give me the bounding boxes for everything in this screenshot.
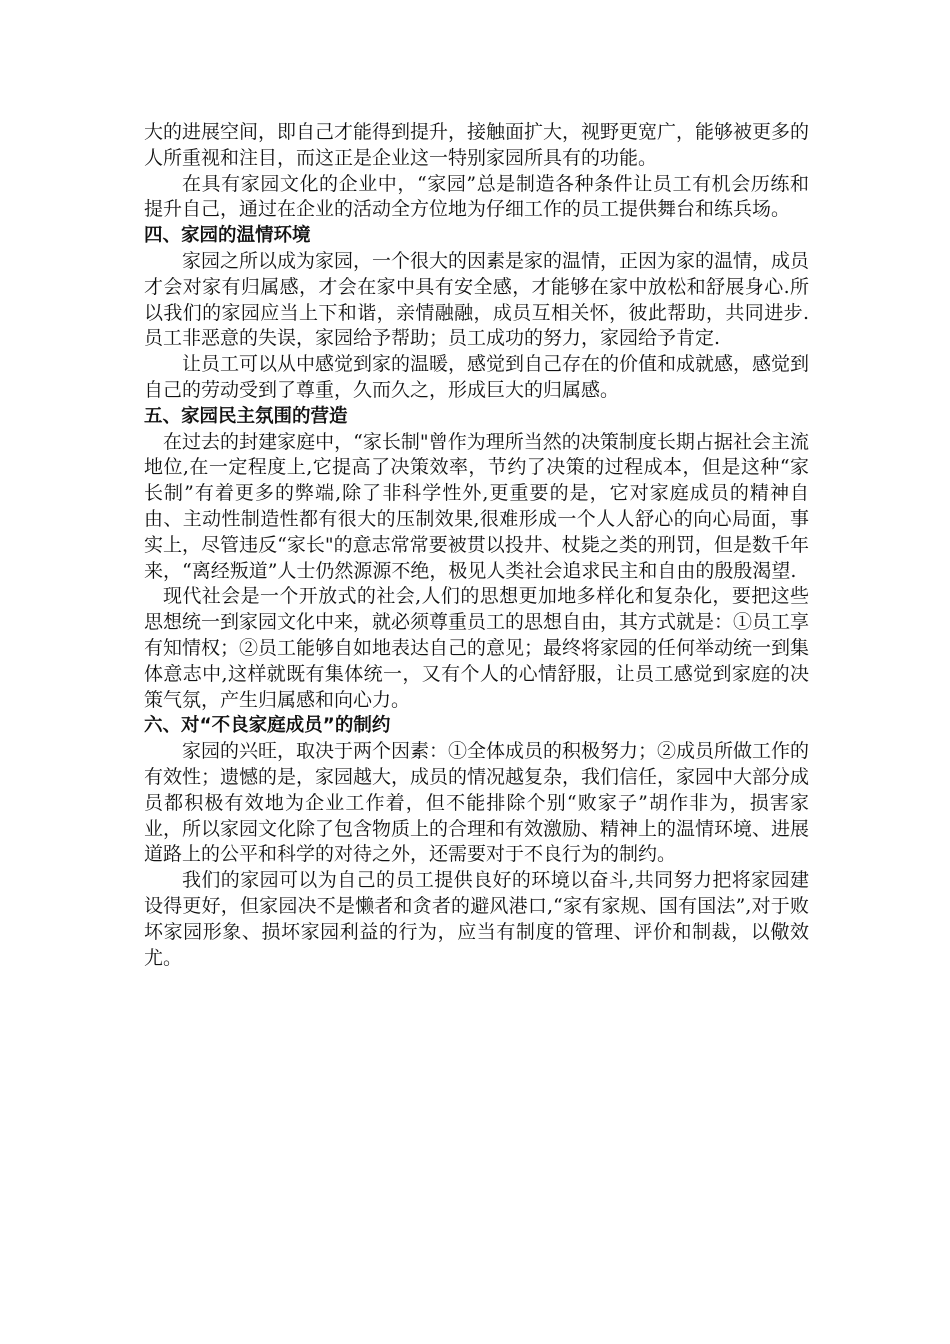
paragraph-prosperity: 家园的兴旺，取决于两个因素：①全体成员的积极努力；②成员所做工作的有效性；遗憾的是，家园越大，成员的情况越复杂，我们信任，家园中大部分成员都积极有效地为企业工作着，但不能排除个别“败家子”胡作非为，损害家业，所以家园文化除了包含物质上的合理和有效激励、精神上的温情环境、进展道路上的公平和科学的对待之外，还需要对于不良行为的制约。 <box>144 740 810 866</box>
section-heading-6: 六、对“不良家庭成员”的制约 <box>144 715 391 737</box>
section-heading-4: 四、家园的温情环境 <box>144 225 311 247</box>
paragraph-warmth: 家园之所以成为家园，一个很大的因素是家的温情，正因为家的温情，成员才会对家有归属感，才会在家中具有安全感，才能够在家中放松和舒展身心.所以我们的家园应当上下和谐，亲情融融，成员互相关怀，彼此帮助，共同进步.员工非恶意的失误，家园给予帮助；员工成功的努力，家园给予肯定. <box>144 249 810 350</box>
paragraph-patriarchy: 在过去的封建家庭中，“家长制"曾作为理所当然的决策制度长期占据社会主流地位,在一定程度上,它提高了决策效率，节约了决策的过程成本，但是这种“家长制”有着更多的弊端,除了非科学性外,更重要的是，它对家庭成员的精神自由、主动性制造性都有很大的压制效果,很难形成一个人人舒心的向心局面，事实上，尽管违反“家长"的意志常常要被贯以投井、杖毙之类的刑罚，但是数千年来，“离经叛道”人士仍然源源不绝，极见人类社会追求民主和自由的殷殷渴望. <box>144 430 809 582</box>
paragraph-continuation: 大的进展空间，即自己才能得到提升，接触面扩大，视野更宽广，能够被更多的人所重视和注目，而这正是企业这一特别家园所具有的功能。 <box>144 121 810 169</box>
paragraph-belonging: 让员工可以从中感觉到家的温暖，感觉到自己存在的价值和成就感，感觉到自己的劳动受到了尊重，久而久之，形成巨大的归属感。 <box>144 353 810 401</box>
paragraph-modern-society: 现代社会是一个开放式的社会,人们的思想更加地多样化和复杂化，要把这些思想统一到家园文化中来，就必须尊重员工的思想自由，其方式就是：①员工享有知情权；②员工能够自如地表达自己的意见；最终将家园的任何举动统一到集体意志中,这样就既有集体统一，又有个人的心情舒服，让员工感觉到家庭的决策气氛，产生归属感和向心力。 <box>144 585 810 711</box>
paragraph-home-culture: 在具有家园文化的企业中，“家园”总是制造各种条件让员工有机会历练和提升自己，通过在企业的活动全方位地为仔细工作的员工提供舞台和练兵场。 <box>144 172 809 221</box>
section-heading-5: 五、家园民主氛围的营造 <box>144 405 348 427</box>
paragraph-rules: 我们的家园可以为自己的员工提供良好的环境以奋斗,共同努力把将家园建设得更好，但家园决不是懒者和贪者的避风港口,“家有家规、国有国法”,对于败坏家园形象、损坏家园利益的行为，应当有制度的管理、评价和制裁，以儆效尤。 <box>144 869 809 969</box>
document-page <box>144 120 809 971</box>
